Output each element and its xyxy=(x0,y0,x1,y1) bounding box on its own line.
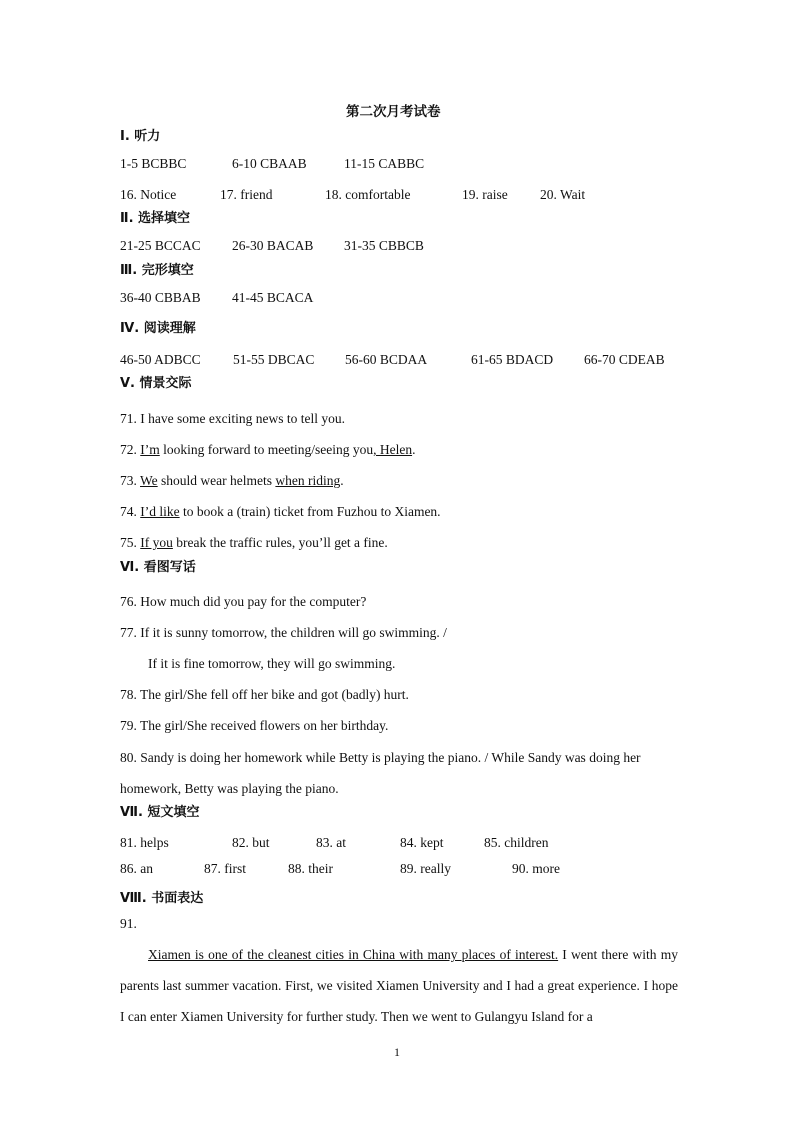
answer-line: 79. The girl/She received flowers on her birthday. xyxy=(120,718,389,733)
answer-line: 74. I’d like to book a (train) ticket from Fuzhou to Xiamen. xyxy=(120,504,441,519)
answer-line: homework, Betty was playing the piano. xyxy=(120,781,339,796)
answer-item: 84. kept xyxy=(400,835,444,850)
section-heading-reading: Ⅳ. 阅读理解 xyxy=(120,321,196,336)
answer-item: 16. Notice xyxy=(120,187,177,202)
essay-paragraph xyxy=(120,939,678,1032)
page-title: 第二次月考试卷 xyxy=(346,104,441,120)
answer-item: 51-55 DBCAC xyxy=(233,352,315,367)
essay-body: I went there with my parents last summer vacation. First, we visited Xiamen University and I had a great experience. I hope I can enter Xiamen University for further study. Then we went to Gulangyu Island for a xyxy=(120,947,678,1024)
section-heading-dialogue: Ⅴ. 情景交际 xyxy=(120,376,192,391)
section-heading-fill-blank: Ⅶ. 短文填空 xyxy=(120,805,200,820)
answer-item: 90. more xyxy=(512,861,560,876)
answer-line: 72. I’m looking forward to meeting/seeing you, Helen. xyxy=(120,442,416,457)
question-number: 91. xyxy=(120,916,137,931)
answer-item: 83. at xyxy=(316,835,346,850)
answer-item: 21-25 BCCAC xyxy=(120,238,201,253)
answer-item: 66-70 CDEAB xyxy=(584,352,665,367)
answer-item: 56-60 BCDAA xyxy=(345,352,428,367)
answer-item: 36-40 CBBAB xyxy=(120,290,201,305)
answer-item: 20. Wait xyxy=(540,187,586,202)
answer-item: 82. but xyxy=(232,835,270,850)
essay-topic-sentence: Xiamen is one of the cleanest cities in China with many places of interest. xyxy=(148,947,559,962)
section-heading-listening: Ⅰ. 听力 xyxy=(120,129,161,144)
answer-item: 89. really xyxy=(400,861,451,876)
answer-line: 78. The girl/She fell off her bike and got (badly) hurt. xyxy=(120,687,409,702)
page-number: 1 xyxy=(394,1045,400,1059)
answer-item: 88. their xyxy=(288,861,333,876)
answer-line: 73. We should wear helmets when riding. xyxy=(120,473,344,488)
answer-item: 87. first xyxy=(204,861,246,876)
answer-item: 6-10 CBAAB xyxy=(232,156,307,171)
answer-item: 46-50 ADBCC xyxy=(120,352,201,367)
answer-item: 17. friend xyxy=(220,187,273,202)
answer-item: 1-5 BCBBC xyxy=(120,156,187,171)
answer-item: 19. raise xyxy=(462,187,508,202)
answer-item: 85. children xyxy=(484,835,549,850)
answer-line: 71. I have some exciting news to tell you. xyxy=(120,411,345,426)
section-heading-writing: Ⅷ. 书面表达 xyxy=(120,891,204,906)
answer-line: 76. How much did you pay for the computer? xyxy=(120,594,367,609)
section-heading-choice: Ⅱ. 选择填空 xyxy=(120,211,191,226)
answer-line: 75. If you break the traffic rules, you’ll get a fine. xyxy=(120,535,388,550)
section-heading-picture-writing: Ⅵ. 看图写话 xyxy=(120,560,196,575)
answer-item: 61-65 BDACD xyxy=(471,352,554,367)
answer-line: 77. If it is sunny tomorrow, the children will go swimming. / xyxy=(120,625,447,640)
answer-item: 81. helps xyxy=(120,835,169,850)
answer-item: 41-45 BCACA xyxy=(232,290,314,305)
answer-item: 11-15 CABBC xyxy=(344,156,425,171)
section-heading-cloze: Ⅲ. 完形填空 xyxy=(120,263,194,278)
answer-item: 18. comfortable xyxy=(325,187,411,202)
answer-line: 80. Sandy is doing her homework while Betty is playing the piano. / While Sandy was doing her xyxy=(120,750,641,765)
answer-item: 31-35 CBBCB xyxy=(344,238,424,253)
answer-item: 26-30 BACAB xyxy=(232,238,314,253)
answer-item: 86. an xyxy=(120,861,153,876)
answer-line: If it is fine tomorrow, they will go swimming. xyxy=(148,656,396,671)
